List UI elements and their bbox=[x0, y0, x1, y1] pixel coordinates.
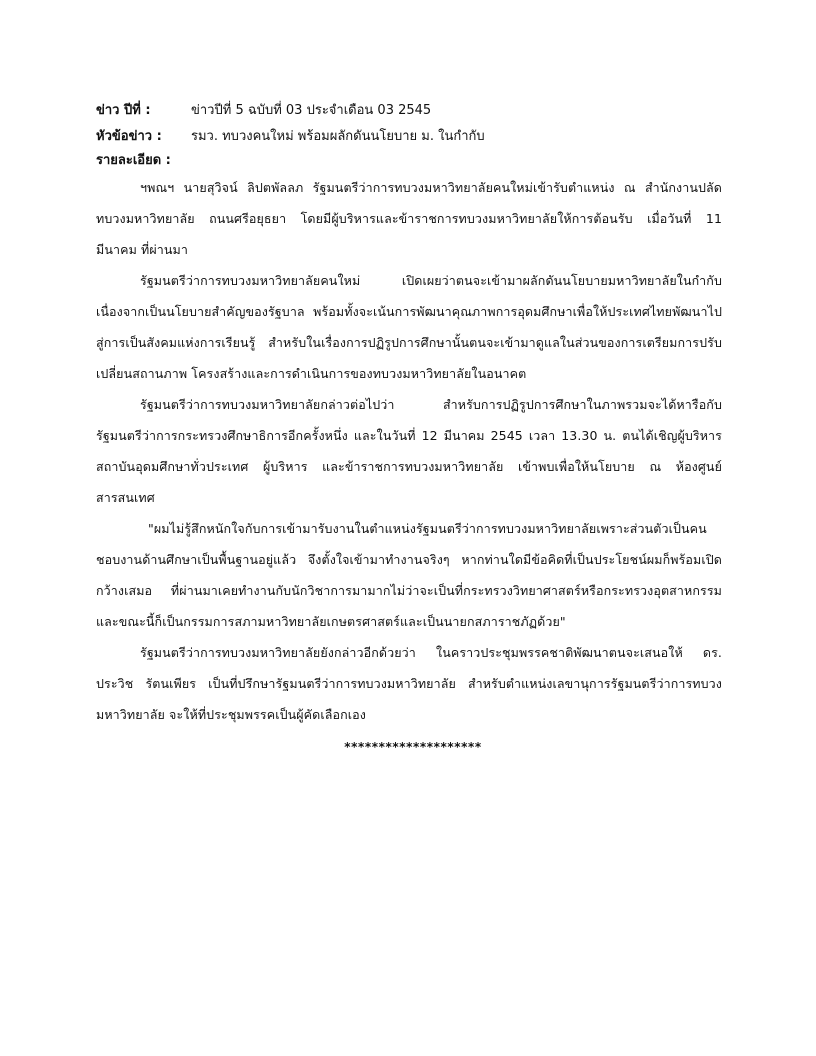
paragraph-5: รัฐมนตรีว่าการทบวงมหาวิทยาลัยยังกล่าวอีกด้วยว่า ในคราวประชุมพรรคชาติพัฒนาตนจะเสนอให้ ดร. ประวิช รัตนเพียร เป็นที่ปรึกษารัฐมนตรีว่าการทบวงมหาวิทยาลัย สำหรับตำแหน่งเลขานุการรัฐมนตรีว่าการทบวงมหาวิทยาลัย จะให้ที่ประชุมพรรคเป็นผู้คัดเลือกเอง bbox=[96, 645, 722, 722]
paragraph-3: รัฐมนตรีว่าการทบวงมหาวิทยาลัยกล่าวต่อไปว่า สำหรับการปฏิรูปการศึกษาในภาพรวมจะได้หารือกับรัฐมนตรีว่าการกระทรวงศึกษาธิการอีกครั้งหนึ่ง และในวันที่ 12 มีนาคม 2545 เวลา 13.30 น. ตนได้เชิญผู้บริหารสถาบันอุดมศึกษาทั่วประเทศ ผู้บริหาร และข้าราชการทบวงมหาวิทยาลัย เข้าพบเพื่อให้นโยบาย ณ ห้องศูนย์สารสนเทศ bbox=[96, 397, 722, 505]
end-marker: ******************** bbox=[344, 740, 482, 754]
issue-row bbox=[96, 98, 722, 124]
issue-value: ข่าวปีที่ 5 ฉบับที่ 03 ประจำเดือน 03 2545 bbox=[191, 103, 432, 118]
paragraph-4-quote: "ผมไม่รู้สึกหนักใจกับการเข้ามารับงานในตำแหน่งรัฐมนตรีว่าการทบวงมหาวิทยาลัยเพราะส่วนตัวเป็นคนชอบงานด้านศึกษาเป็นพื้นฐานอยู่แล้ว จึงตั้งใจเข้ามาทำงานจริงๆ หากท่านใดมีข้อคิดที่เป็นประโยชน์ผมก็พร้อมเปิดกว้างเสมอ ที่ผ่านมาเคยทำงานกับนักวิชาการมามากไม่ว่าจะเป็นที่กระทรวงวิทยาศาสตร์หรือกระทรวงอุตสาหกรรม และขณะนี้ก็เป็นกรรมการสภามหาวิทยาลัยเกษตรศาสตร์และเป็นนายกสภาราชภัฏด้วย" bbox=[96, 521, 722, 629]
headline-value: รมว. ทบวงคนใหม่ พร้อมผลักดันนโยบาย ม. ในกำกับ bbox=[191, 129, 485, 144]
paragraph-2: รัฐมนตรีว่าการทบวงมหาวิทยาลัยคนใหม่ เปิดเผยว่าตนจะเข้ามาผลักดันนโยบายมหาวิทยาลัยในกำกับ เนื่องจากเป็นนโยบายสำคัญของรัฐบาล พร้อมทั้งจะเน้นการพัฒนาคุณภาพการอุดมศึกษาเพื่อให้ประเทศไทยพัฒนาไปสู่การเป็นสังคมแห่งการเรียนรู้ สำหรับในเรื่องการปฏิรูปการศึกษานั้นตนจะเข้ามาดูแลในส่วนของการเตรียมการปรับเปลี่ยนสถานภาพ โครงสร้างและการดำเนินการของทบวงมหาวิทยาลัยในอนาคต bbox=[96, 273, 722, 381]
details-label: รายละเอียด : bbox=[96, 153, 171, 168]
headline-row bbox=[96, 124, 722, 150]
headline-label: หัวข้อข่าว : bbox=[96, 129, 162, 144]
news-document bbox=[96, 98, 722, 754]
issue-label: ข่าว ปีที่ : bbox=[96, 103, 151, 118]
paragraph-1: ฯพณฯ นายสุวิจน์ ลิปตพัลลภ รัฐมนตรีว่าการทบวงมหาวิทยาลัยคนใหม่เข้ารับตำแหน่ง ณ สำนักงานปลัดทบวงมหาวิทยาลัย ถนนศรีอยุธยา โดยมีผู้บริหารและข้าราชการทบวงมหาวิทยาลัยให้การต้อนรับ เมื่อวันที่ 11 มีนาคม ที่ผ่านมา bbox=[96, 180, 722, 257]
article-body bbox=[96, 172, 722, 730]
